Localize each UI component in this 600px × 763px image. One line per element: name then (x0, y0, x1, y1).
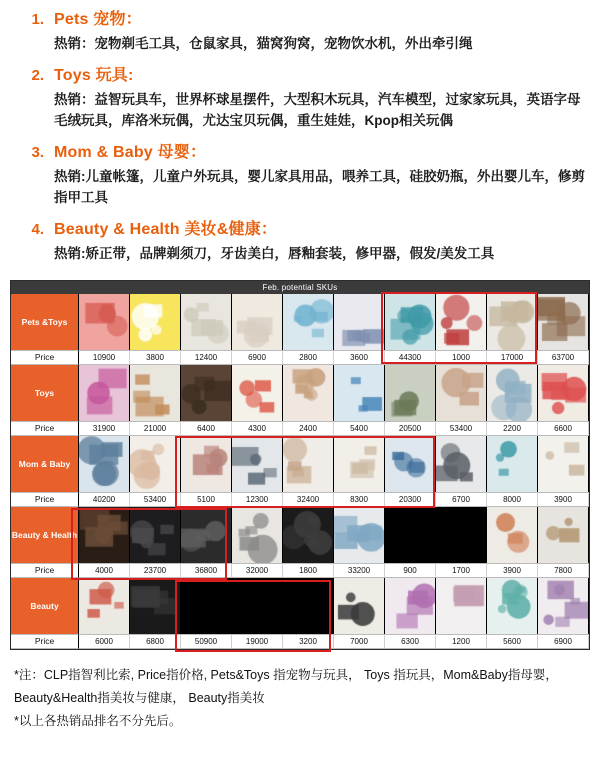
sku-cell (334, 436, 385, 492)
sku-cell (487, 365, 538, 421)
category-block-pets (14, 6, 586, 58)
sku-cell (181, 507, 232, 563)
sku-cell (487, 294, 538, 350)
sku-row-label: Pets &Toys (11, 294, 79, 350)
sku-price: 3900 (538, 492, 589, 507)
category-number: 2. (31, 66, 44, 84)
sku-cell (385, 507, 436, 563)
sku-price: 3800 (130, 350, 181, 365)
sku-grid (10, 280, 590, 650)
sku-cell (130, 294, 181, 350)
sku-price: 36800 (181, 563, 232, 578)
sku-cell (283, 365, 334, 421)
sku-row-cells (79, 294, 589, 350)
category-title: Toys 玩具: (54, 66, 134, 84)
sku-price: 6300 (385, 634, 436, 649)
sku-price-label: Price (11, 350, 79, 365)
sku-cell (334, 365, 385, 421)
sku-cell (181, 436, 232, 492)
category-hot-items: 热销：宠物剃毛工具，仓鼠家具，猫窝狗窝，宠物饮水机，外出牵引绳 (54, 36, 473, 51)
sku-cell (79, 578, 130, 634)
sku-price: 50900 (181, 634, 232, 649)
sku-price-cells (79, 634, 589, 649)
sku-cell (538, 294, 589, 350)
sku-row-label: Beauty & Health (11, 507, 79, 563)
sku-cell (79, 294, 130, 350)
sku-price: 21000 (130, 421, 181, 436)
category-hot-items: 热销:矫正带，品牌剃须刀，牙齿美白，唇釉套装，修甲器，假发/美发工具 (54, 245, 495, 261)
sku-cell (283, 578, 334, 634)
category-number: 4. (31, 220, 44, 238)
sku-row-label: Mom & Baby (11, 436, 79, 492)
sku-row-mom-baby (11, 436, 589, 492)
sku-cell (130, 365, 181, 421)
sku-cell (385, 294, 436, 350)
sku-price: 63700 (538, 350, 589, 365)
sku-cell (385, 578, 436, 634)
sku-price: 2800 (283, 350, 334, 365)
category-header (14, 139, 586, 162)
sku-price: 2200 (487, 421, 538, 436)
sku-cell (181, 365, 232, 421)
sku-price: 31900 (79, 421, 130, 436)
sku-price: 8000 (487, 492, 538, 507)
sku-price: 20300 (385, 492, 436, 507)
sku-price: 1200 (436, 634, 487, 649)
sku-row-cells (79, 578, 589, 634)
sku-price: 5100 (181, 492, 232, 507)
sku-cell (385, 365, 436, 421)
sku-price-row (11, 350, 589, 365)
category-header (14, 6, 586, 29)
sku-cell (436, 365, 487, 421)
sku-row-toys (11, 365, 589, 421)
category-title: Beauty & Health 美妆&健康： (54, 220, 278, 238)
category-title: Mom & Baby 母婴： (54, 143, 207, 161)
sku-price-row (11, 634, 589, 649)
sku-price: 23700 (130, 563, 181, 578)
sku-price: 3200 (283, 634, 334, 649)
sku-price: 33200 (334, 563, 385, 578)
sku-row-cells (79, 365, 589, 421)
category-block-mom-baby (14, 139, 586, 212)
sku-cell (232, 436, 283, 492)
sku-cell (283, 436, 334, 492)
sku-row-label: Toys (11, 365, 79, 421)
sku-cell (232, 365, 283, 421)
sku-price: 1700 (436, 563, 487, 578)
sku-cell (79, 365, 130, 421)
sku-cell (283, 507, 334, 563)
sku-price: 12300 (232, 492, 283, 507)
category-list (0, 0, 600, 268)
sku-price-cells (79, 563, 589, 578)
category-hot-items: 热销:儿童帐篷，儿童户外玩具，婴儿家具用品，喂养工具，硅胶奶瓶，外出婴儿车，修剪指甲工具 (54, 168, 585, 205)
sku-grid-title: Feb. potential SKUs (11, 281, 589, 294)
sku-price: 44300 (385, 350, 436, 365)
sku-cell (130, 436, 181, 492)
sku-cell (181, 294, 232, 350)
sku-cell (436, 436, 487, 492)
sku-price: 6600 (538, 421, 589, 436)
sku-cell (538, 436, 589, 492)
category-header (14, 62, 586, 85)
sku-price: 53400 (130, 492, 181, 507)
category-header (14, 216, 586, 239)
sku-price: 5400 (334, 421, 385, 436)
sku-price: 7000 (334, 634, 385, 649)
sku-price: 7800 (538, 563, 589, 578)
sku-price-label: Price (11, 634, 79, 649)
category-title: Pets 宠物： (54, 11, 142, 28)
sku-cell (334, 507, 385, 563)
sku-cell (79, 436, 130, 492)
sku-cell (436, 294, 487, 350)
sku-cell (130, 578, 181, 634)
sku-price: 1000 (436, 350, 487, 365)
sku-price: 1800 (283, 563, 334, 578)
sku-price: 6700 (436, 492, 487, 507)
sku-price-cells (79, 421, 589, 436)
sku-price-row (11, 563, 589, 578)
sku-row-pets-toys (11, 294, 589, 350)
sku-cell (487, 436, 538, 492)
sku-price: 19000 (232, 634, 283, 649)
sku-cell (538, 365, 589, 421)
sku-cell (79, 507, 130, 563)
sku-price-label: Price (11, 421, 79, 436)
footnote-line: Beauty&Health指美妆与健康， Beauty指美妆 (14, 690, 265, 705)
sku-price: 17000 (487, 350, 538, 365)
category-number: 1. (31, 11, 44, 28)
sku-price-cells (79, 350, 589, 365)
sku-price: 20500 (385, 421, 436, 436)
sku-price: 3600 (334, 350, 385, 365)
sku-row-beauty-health (11, 507, 589, 563)
sku-cell (334, 294, 385, 350)
sku-row-label: Beauty (11, 578, 79, 634)
sku-price: 900 (385, 563, 436, 578)
sku-price: 5600 (487, 634, 538, 649)
sku-price: 4300 (232, 421, 283, 436)
sku-price: 32400 (283, 492, 334, 507)
sku-price-label: Price (11, 563, 79, 578)
sku-price-row (11, 492, 589, 507)
sku-price: 3900 (487, 563, 538, 578)
sku-price: 12400 (181, 350, 232, 365)
category-number: 3. (31, 143, 44, 161)
sku-cell (538, 578, 589, 634)
sku-price: 40200 (79, 492, 130, 507)
sku-price: 8300 (334, 492, 385, 507)
sku-row-cells (79, 507, 589, 563)
sku-price: 10900 (79, 350, 130, 365)
sku-price: 53400 (436, 421, 487, 436)
sku-price: 6900 (232, 350, 283, 365)
sku-cell (487, 578, 538, 634)
sku-price-row (11, 421, 589, 436)
footnote-line: *注：CLP指智利比索, Price指价格, Pets&Toys 指宠物与玩具， Toys 指玩具，Mom&Baby指母婴， (14, 667, 558, 682)
sku-row-beauty (11, 578, 589, 634)
sku-cell (385, 436, 436, 492)
footnotes (0, 650, 600, 733)
sku-price: 4000 (79, 563, 130, 578)
sku-price: 6900 (538, 634, 589, 649)
sku-price: 32000 (232, 563, 283, 578)
sku-price: 6800 (130, 634, 181, 649)
sku-cell (436, 507, 487, 563)
footnote-line: *以上各热销品排名不分先后。 (14, 713, 182, 728)
sku-cell (232, 578, 283, 634)
sku-cell (232, 507, 283, 563)
category-hot-items: 热销：益智玩具车，世界杯球星摆件，大型积木玩具，汽车模型，过家家玩具，英语字母毛绒玩具，库洛米玩偶，尤达宝贝玩偶，重生娃娃，Kpop相关玩偶 (54, 91, 581, 128)
sku-price: 2400 (283, 421, 334, 436)
sku-cell (487, 507, 538, 563)
sku-price-label: Price (11, 492, 79, 507)
sku-price: 6000 (79, 634, 130, 649)
sku-price-cells (79, 492, 589, 507)
sku-cell (130, 507, 181, 563)
sku-cell (181, 578, 232, 634)
sku-cell (334, 578, 385, 634)
sku-cell (436, 578, 487, 634)
sku-row-cells (79, 436, 589, 492)
sku-cell (232, 294, 283, 350)
sku-price: 6400 (181, 421, 232, 436)
sku-cell (538, 507, 589, 563)
category-block-beauty-health (14, 216, 586, 268)
sku-cell (283, 294, 334, 350)
category-block-toys (14, 62, 586, 135)
